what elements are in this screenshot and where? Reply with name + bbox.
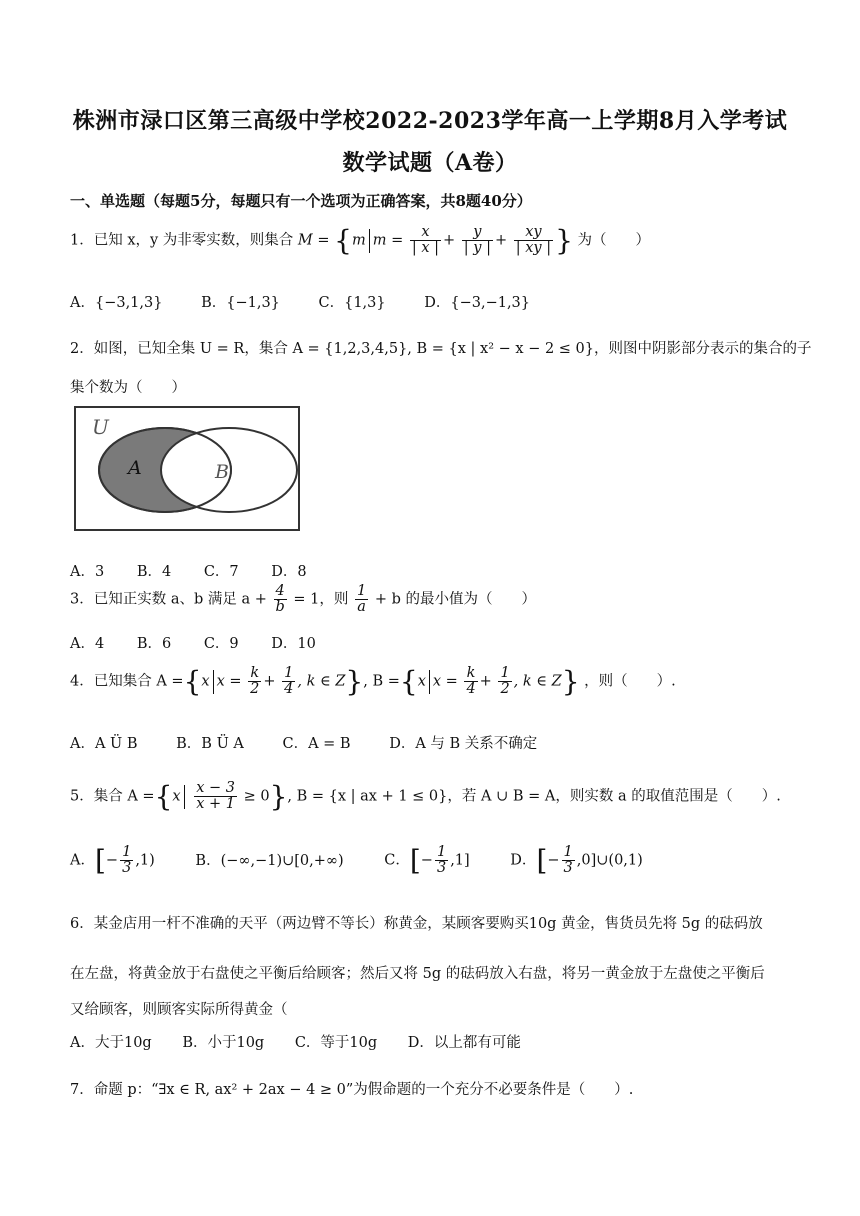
q2-option-b: B．4 [136, 564, 172, 580]
q4-a-frac-1: $\frac{k}{2}$ [250, 664, 260, 697]
q1-option-c: C．{1,3} [318, 295, 386, 311]
q2-options [70, 560, 800, 581]
question-1: 1．已知 x，y 为非零实数，则集合 M = {m m = $\frac{x}{| x |}$ + $\frac{y}{| y |}$ + $\frac{xy}{| xy |}$ } 为（ ） [70, 223, 651, 257]
q2-option-c: C．7 [203, 564, 239, 580]
q1-set-var: m [351, 232, 366, 249]
question-2-line2: 集个数为（ ） [70, 380, 186, 396]
q4-option-d: D．A 与 B 关系不确定 [389, 736, 538, 752]
q5-options [70, 844, 800, 877]
q5-option-d: D．[− $\frac{1}{3}$ ,0]∪(0,1) [510, 843, 643, 877]
q1-tail: 为（ ） [577, 232, 651, 249]
q3-option-c: C．9 [203, 636, 239, 652]
q6-options [70, 1031, 800, 1052]
question-6-line2: 在左盘，将黄金放于右盘使之平衡后给顾客；然后又将 5g 的砝码放入右盘，将另一黄金放于左盘使之平衡后 [70, 966, 765, 982]
q5-frac: $\frac{x - 3}{x + 1}$ [196, 779, 235, 812]
question-5: 5．集合 A ={x $\frac{x - 3}{x + 1}$ ≥ 0}, B = {x | ax + 1 ≤ 0}，若 A ∪ B = A，则实数 a 的取值范围是（ ）. [70, 779, 781, 813]
q1-option-a: A．{−3,1,3} [70, 295, 163, 311]
question-6-line1: 6．某金店用一杆不准确的天平（两边臂不等长）称黄金，某顾客要购买10g 黄金，售货员先将 5g 的砝码放 [70, 916, 763, 932]
q3-option-a: A．4 [70, 636, 105, 652]
question-6-line3: 又给顾客，则顾客实际所得黄金（ [70, 1002, 288, 1018]
q4-b-frac-1: $\frac{k}{4}$ [466, 664, 476, 697]
q6-option-a: A．大于10g [70, 1035, 152, 1051]
q1-set-lhs: M = [297, 232, 335, 249]
question-3 [70, 584, 800, 615]
question-7: 7．命题 p：“∃x ∈ R, ax² + 2ax − 4 ≥ 0”为假命题的一个充分不必要条件是（ ）. [70, 1082, 634, 1098]
q2-option-a: A．3 [70, 564, 105, 580]
q4-option-c: C．A = B [282, 736, 351, 752]
q4-b-frac-2: $\frac{1}{2}$ [500, 664, 510, 697]
q5-option-a: A．[− $\frac{1}{3}$ ,1) [70, 843, 155, 877]
q6-option-b: B．小于10g [182, 1035, 265, 1051]
venn-label-u: U [92, 415, 109, 439]
q3-tail: + b 的最小值为（ ） [374, 591, 536, 608]
q1-option-d: D．{−3,−1,3} [424, 295, 531, 311]
q6-option-d: D．以上都有可能 [407, 1035, 521, 1051]
q6-option-c: C．等于10g [294, 1035, 378, 1051]
section-heading: 一、单选题（每题5分，每题只有一个选项为正确答案，共8题40分） [70, 192, 532, 210]
venn-label-a: A [128, 457, 142, 479]
q3-option-b: B．6 [136, 636, 172, 652]
exam-subtitle: 数学试题（A卷） [342, 150, 518, 176]
question-4: 4．已知集合 A ={x x = $\frac{k}{2}$ + $\frac{1}{4}$ , k ∈ Z}, B ={x x = $\frac{k}{4}$ + $\frac{1}{2}$ , k ∈ Z} ，则（ ）. [70, 664, 676, 698]
q3-mid: = 1，则 [293, 591, 349, 608]
q4-options [70, 732, 800, 753]
q3-stem: 3．已知正实数 a、b 满足 a + [70, 591, 267, 608]
question-2-line1: 2．如图，已知全集 U = R，集合 A = {1,2,3,4,5}, B = {x | x² − x − 2 ≤ 0}，则图中阴影部分表示的集合的子 [70, 341, 812, 357]
q3-options [70, 632, 800, 653]
q3-frac-2: $\frac{1}{a}$ [357, 583, 367, 616]
q1-frac-2: $\frac{y}{| y |}$ [463, 223, 491, 256]
q4-tail: ，则（ ）. [584, 673, 676, 690]
q4-stem: 4．已知集合 A = [70, 673, 184, 690]
q1-set-eq: m = [372, 232, 404, 249]
q4-a-frac-2: $\frac{1}{4}$ [284, 664, 294, 697]
q3-option-d: D．10 [271, 636, 316, 652]
q5-stem: 5．集合 A = [70, 788, 155, 805]
q4-option-a: A．A Ü B [70, 736, 138, 752]
q1-stem: 1．已知 x，y 为非零实数，则集合 [70, 232, 294, 249]
q1-frac-3: $\frac{xy}{| xy |}$ [515, 223, 552, 256]
q5-rest: , B = {x | ax + 1 ≤ 0}，若 A ∪ B = A，则实数 a 的取值范围是（ ）. [287, 788, 781, 805]
venn-diagram [72, 404, 304, 534]
q5-option-c: C．[− $\frac{1}{3}$ ,1] [384, 843, 470, 877]
q1-frac-1: $\frac{x}{| x |}$ [411, 223, 440, 256]
q3-frac-1: $\frac{4}{b}$ [275, 583, 285, 616]
q2-option-d: D．8 [271, 564, 307, 580]
q5-option-b: B．(−∞,−1)∪[0,+∞) [195, 852, 344, 869]
venn-label-b: B [215, 461, 229, 483]
q4-option-b: B．B Ü A [176, 736, 244, 752]
exam-title: 株洲市渌口区第三高级中学校2022-2023学年高一上学期8月入学考试 [72, 108, 788, 134]
q1-options [70, 291, 800, 312]
q1-option-b: B．{−1,3} [201, 295, 280, 311]
